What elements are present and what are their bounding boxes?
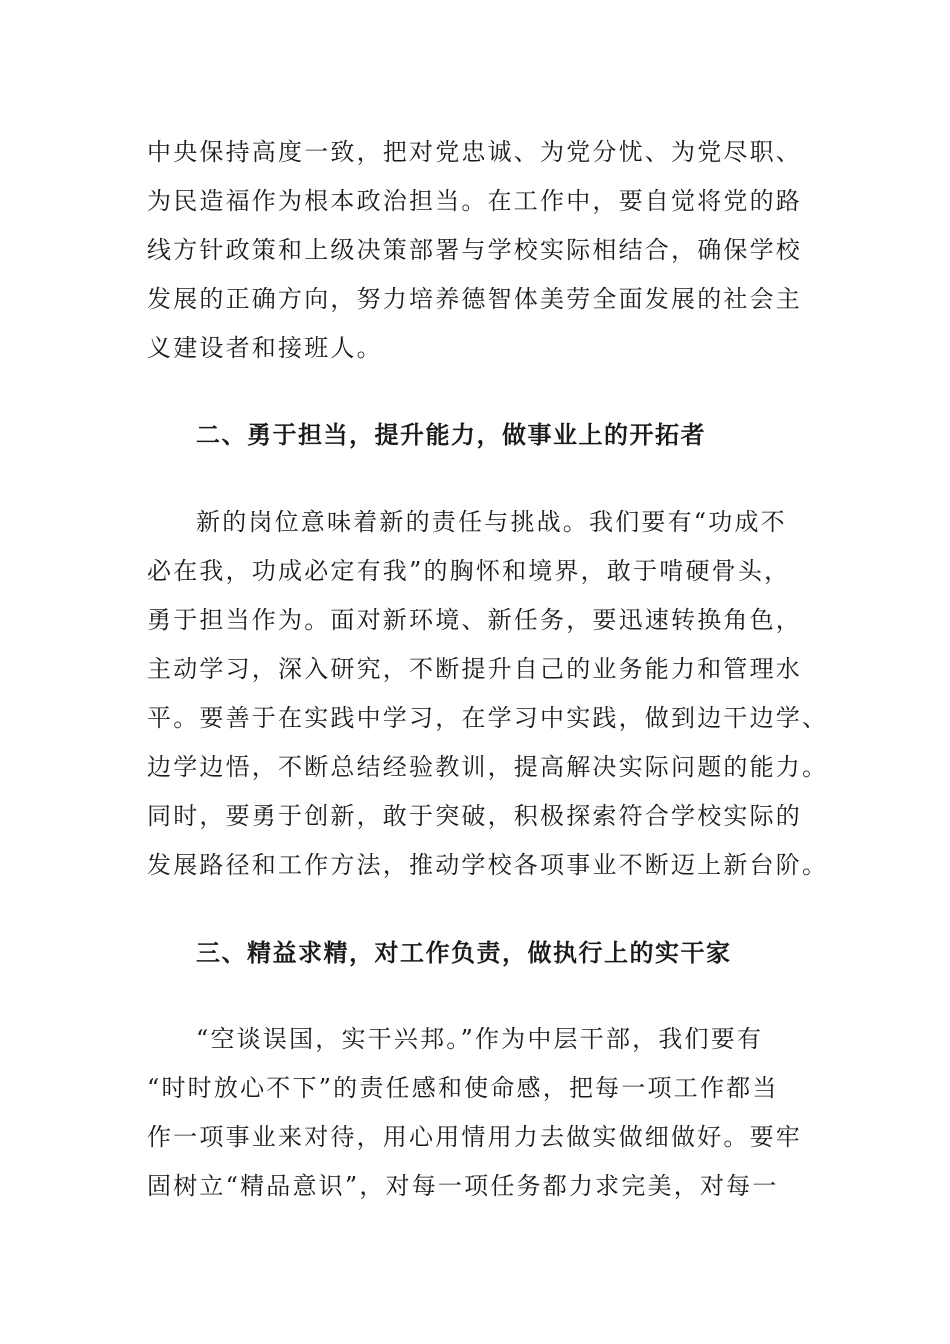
paragraph-2-line-5: 平。要善于在实践中学习，在学习中实践，做到边干边学、 [147,704,829,732]
paragraph-3-line-4: 固树立“精品意识”，对每一项任务都力求完美，对每一 [147,1172,779,1200]
paragraph-3-line-2: “时时放心不下”的责任感和使命感，把每一项工作都当 [147,1074,779,1102]
paragraph-2-line-1: 新的岗位意味着新的责任与挑战。我们要有“功成不 [196,508,787,536]
paragraph-1-line-2: 为民造福作为根本政治担当。在工作中，要自觉将党的路 [147,187,802,215]
paragraph-1-line-1: 中央保持高度一致，把对党忠诚、为党分忧、为党尽职、 [147,138,802,166]
paragraph-2-line-2: 必在我，功成必定有我”的胸怀和境界，敢于啃硬骨头， [147,557,791,585]
paragraph-2-line-6: 边学边悟，不断总结经验教训，提高解决实际问题的能力。 [147,753,829,781]
paragraph-1-line-4: 发展的正确方向，努力培养德智体美劳全面发展的社会主 [147,285,802,313]
section-heading-3: 三、精益求精，对工作负责，做执行上的实干家 [196,939,732,967]
paragraph-3-line-3: 作一项事业来对待，用心用情用力去做实做细做好。要牢 [147,1123,802,1151]
paragraph-2-line-3: 勇于担当作为。面对新环境、新任务，要迅速转换角色， [147,606,802,634]
paragraph-2-line-7: 同时，要勇于创新，敢于突破，积极探索符合学校实际的 [147,802,802,830]
paragraph-1-line-5: 义建设者和接班人。 [147,334,383,362]
paragraph-3-line-1: “空谈误国，实干兴邦。”作为中层干部，我们要有 [196,1025,764,1053]
paragraph-2-line-4: 主动学习，深入研究，不断提升自己的业务能力和管理水 [147,655,802,683]
paragraph-1-line-3: 线方针政策和上级决策部署与学校实际相结合，确保学校 [147,236,802,264]
paragraph-2-line-8: 发展路径和工作方法，推动学校各项事业不断迈上新台阶。 [147,851,829,879]
section-heading-2: 二、勇于担当，提升能力，做事业上的开拓者 [196,421,706,449]
